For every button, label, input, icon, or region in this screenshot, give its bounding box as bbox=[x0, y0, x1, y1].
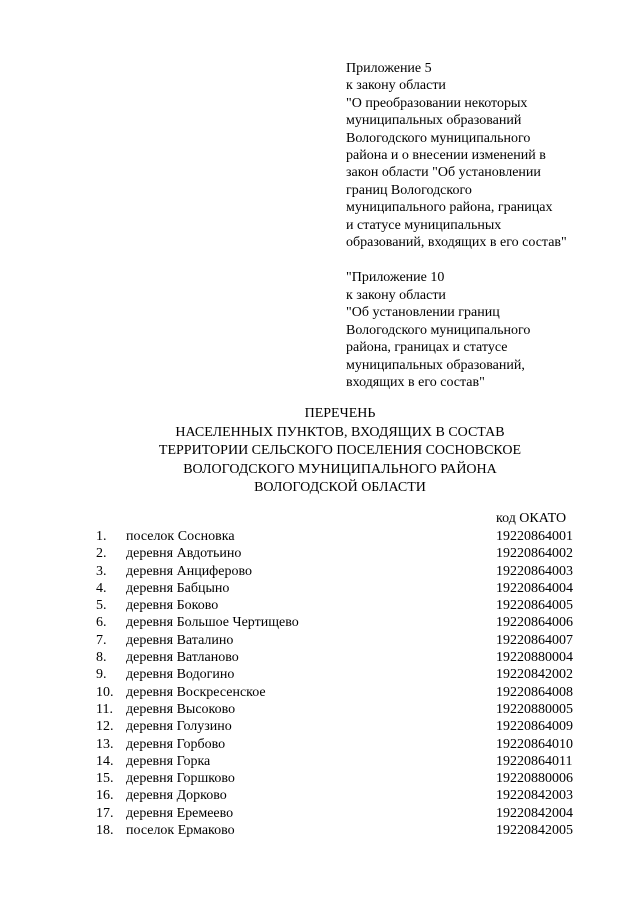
row-number: 11. bbox=[96, 701, 113, 717]
okato-code: 19220864007 bbox=[496, 632, 573, 648]
settlement-name: деревня Горка bbox=[126, 753, 211, 769]
inner-annex-line: "Приложение 10 bbox=[346, 270, 445, 286]
settlement-row bbox=[0, 701, 640, 718]
annex-line: образований, входящих в его состав" bbox=[346, 235, 567, 251]
row-number: 16. bbox=[96, 788, 114, 804]
settlement-name: деревня Бабцыно bbox=[126, 580, 230, 596]
settlement-row bbox=[0, 580, 640, 597]
okato-code: 19220880004 bbox=[496, 650, 573, 666]
inner-annex-line: Вологодского муниципального bbox=[346, 322, 531, 338]
settlement-row bbox=[0, 753, 640, 770]
annex-line: муниципальных образований bbox=[346, 113, 522, 129]
settlement-row bbox=[0, 718, 640, 735]
annex-line: границ Вологодского bbox=[346, 182, 472, 198]
title-line: НАСЕЛЕННЫХ ПУНКТОВ, ВХОДЯЩИХ В СОСТАВ bbox=[175, 424, 505, 440]
settlement-name: деревня Высоково bbox=[126, 701, 236, 717]
settlement-row bbox=[0, 528, 640, 545]
okato-code: 19220842005 bbox=[496, 823, 573, 839]
settlement-name: поселок Ермаково bbox=[126, 823, 235, 839]
settlement-name: деревня Большое Чертищево bbox=[126, 615, 299, 631]
okato-code: 19220864003 bbox=[496, 563, 573, 579]
annex-line: Приложение 5 bbox=[346, 61, 432, 76]
settlement-name: деревня Авдотьино bbox=[126, 546, 242, 562]
okato-code: 19220864008 bbox=[496, 684, 573, 700]
okato-code: 19220864002 bbox=[496, 546, 573, 562]
annex-line: Вологодского муниципального bbox=[346, 130, 531, 146]
settlement-row bbox=[0, 787, 640, 804]
row-number: 12. bbox=[96, 719, 114, 735]
okato-code: 19220842003 bbox=[496, 788, 573, 804]
settlement-name: поселок Сосновка bbox=[126, 529, 235, 544]
title-line: ВОЛОГОДСКОГО МУНИЦИПАЛЬНОГО РАЙОНА bbox=[183, 461, 497, 477]
settlement-name: деревня Водогино bbox=[126, 667, 235, 683]
settlement-row bbox=[0, 614, 640, 631]
okato-code: 19220864011 bbox=[496, 753, 573, 769]
settlement-name: деревня Горшково bbox=[126, 771, 235, 787]
settlement-row bbox=[0, 770, 640, 787]
inner-annex-line: района, границах и статусе bbox=[346, 340, 508, 356]
settlement-row bbox=[0, 684, 640, 701]
settlement-name: деревня Голузино bbox=[126, 719, 232, 735]
okato-code: 19220880006 bbox=[496, 771, 573, 787]
settlement-row bbox=[0, 563, 640, 580]
settlement-row bbox=[0, 736, 640, 753]
annex-line: закон области "Об установлении bbox=[346, 165, 541, 181]
annex-line: к закону области bbox=[346, 78, 446, 94]
row-number: 8. bbox=[96, 650, 107, 666]
settlement-row bbox=[0, 597, 640, 614]
settlement-name: деревня Дорково bbox=[126, 788, 227, 804]
inner-annex-line: "Об установлении границ bbox=[346, 305, 500, 321]
okato-code: 19220864006 bbox=[496, 615, 573, 631]
row-number: 10. bbox=[96, 684, 114, 700]
row-number: 1. bbox=[96, 529, 107, 544]
inner-annex-line: муниципальных образований, bbox=[346, 357, 525, 373]
okato-code: 19220842002 bbox=[496, 667, 573, 683]
settlement-name: деревня Ватланово bbox=[126, 650, 239, 666]
annex-block bbox=[346, 60, 636, 391]
row-number: 14. bbox=[96, 753, 114, 769]
annex-line: муниципального района, границах bbox=[346, 200, 553, 216]
okato-code: 19220864005 bbox=[496, 598, 573, 614]
settlement-name: деревня Ваталино bbox=[126, 632, 234, 648]
row-number: 2. bbox=[96, 546, 107, 562]
annex-line: и статусе муниципальных bbox=[346, 217, 502, 233]
annex-spacer bbox=[346, 251, 636, 269]
settlement-row bbox=[0, 649, 640, 666]
settlement-row bbox=[0, 822, 640, 839]
annex-line: района и о внесении изменений в bbox=[346, 148, 546, 164]
title-line: ТЕРРИТОРИИ СЕЛЬСКОГО ПОСЕЛЕНИЯ СОСНОВСКОЕ bbox=[158, 443, 522, 458]
settlement-name: деревня Горбово bbox=[126, 736, 226, 752]
row-number: 18. bbox=[96, 823, 114, 839]
okato-code: 19220864001 bbox=[496, 529, 573, 544]
inner-annex-line: входящих в его состав" bbox=[346, 374, 485, 390]
okato-code: 19220864004 bbox=[496, 580, 573, 596]
row-number: 6. bbox=[96, 615, 107, 631]
settlement-row bbox=[0, 632, 640, 649]
inner-annex-line: к закону области bbox=[346, 287, 446, 303]
row-number: 17. bbox=[96, 805, 114, 821]
row-number: 13. bbox=[96, 736, 114, 752]
settlement-name: деревня Воскресенское bbox=[126, 684, 266, 700]
title-line: ВОЛОГОДСКОЙ ОБЛАСТИ bbox=[254, 480, 426, 495]
row-number: 7. bbox=[96, 632, 107, 648]
settlement-list bbox=[0, 528, 640, 839]
okato-code: 19220864009 bbox=[496, 719, 573, 735]
okato-column-header: код ОКАТО bbox=[496, 511, 567, 526]
settlement-name: деревня Анциферово bbox=[126, 563, 252, 579]
okato-code: 19220864010 bbox=[496, 736, 573, 752]
settlement-name: деревня Боково bbox=[126, 598, 219, 614]
title-line: ПЕРЕЧЕНЬ bbox=[304, 406, 376, 421]
settlement-row bbox=[0, 805, 640, 822]
okato-code: 19220842004 bbox=[496, 805, 573, 821]
settlement-row bbox=[0, 545, 640, 562]
row-number: 4. bbox=[96, 580, 107, 596]
annex-line: "О преобразовании некоторых bbox=[346, 95, 528, 111]
okato-code: 19220880005 bbox=[496, 701, 573, 717]
row-number: 3. bbox=[96, 563, 107, 579]
row-number: 9. bbox=[96, 667, 107, 683]
settlement-name: деревня Еремеево bbox=[126, 805, 234, 821]
document-title bbox=[60, 405, 620, 498]
row-number: 15. bbox=[96, 771, 114, 787]
row-number: 5. bbox=[96, 598, 107, 614]
settlement-row bbox=[0, 666, 640, 683]
